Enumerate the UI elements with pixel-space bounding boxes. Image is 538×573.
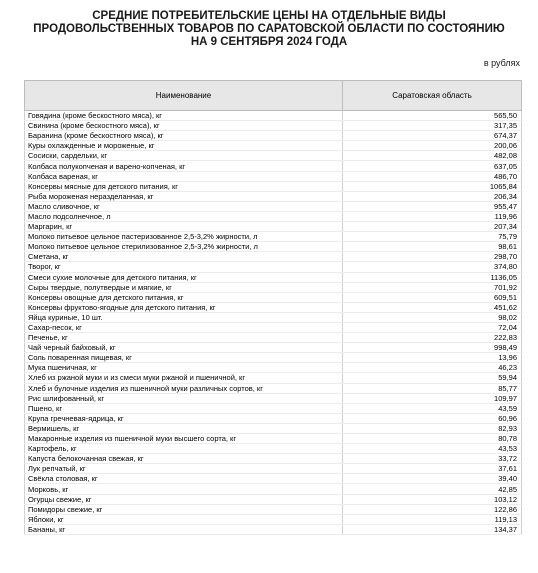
product-price: 80,78 <box>343 434 522 444</box>
product-price: 75,79 <box>343 232 522 242</box>
product-name: Макаронные изделия из пшеничной муки высшего сорта, кг <box>25 434 343 444</box>
table-row <box>25 494 522 504</box>
table-row <box>25 322 522 332</box>
product-price: 374,80 <box>343 262 522 272</box>
product-name: Рис шлифованный, кг <box>25 393 343 403</box>
table-row <box>25 353 522 363</box>
product-name: Баранина (кроме бескостного мяса), кг <box>25 131 343 141</box>
table-row <box>25 423 522 433</box>
product-name: Яйца куриные, 10 шт. <box>25 312 343 322</box>
product-name: Сосиски, сардельки, кг <box>25 151 343 161</box>
product-name: Творог, кг <box>25 262 343 272</box>
product-name: Морковь, кг <box>25 484 343 494</box>
table-row <box>25 141 522 151</box>
table-body <box>25 111 522 535</box>
units-label: в рублях <box>483 58 520 68</box>
product-price: 486,70 <box>343 171 522 181</box>
product-price: 103,12 <box>343 494 522 504</box>
table-row <box>25 444 522 454</box>
table-header-row <box>25 81 522 111</box>
product-price: 134,37 <box>343 524 522 534</box>
product-price: 98,61 <box>343 242 522 252</box>
document-title <box>0 10 538 49</box>
table-row <box>25 434 522 444</box>
header-name: Наименование <box>25 81 343 111</box>
product-price: 317,35 <box>343 121 522 131</box>
product-price: 59,94 <box>343 373 522 383</box>
table-row <box>25 484 522 494</box>
product-price: 43,59 <box>343 403 522 413</box>
prices-table <box>24 80 522 535</box>
table-row <box>25 161 522 171</box>
product-name: Крупа гречневая-ядрица, кг <box>25 413 343 423</box>
product-name: Огурцы свежие, кг <box>25 494 343 504</box>
product-name: Печенье, кг <box>25 333 343 343</box>
product-name: Молоко питьевое цельное пастеризованное 2,5-3,2% жирности, л <box>25 232 343 242</box>
product-price: 42,85 <box>343 484 522 494</box>
table-row <box>25 222 522 232</box>
title-line-2: ПРОДОВОЛЬСТВЕННЫХ ТОВАРОВ ПО САРАТОВСКОЙ ОБЛАСТИ ПО СОСТОЯНИЮ <box>33 23 505 35</box>
product-price: 451,62 <box>343 302 522 312</box>
product-price: 37,61 <box>343 464 522 474</box>
product-price: 298,70 <box>343 252 522 262</box>
table-row <box>25 111 522 121</box>
product-price: 998,49 <box>343 343 522 353</box>
table-row <box>25 211 522 221</box>
product-name: Помидоры свежие, кг <box>25 504 343 514</box>
table-row <box>25 514 522 524</box>
product-name: Мука пшеничная, кг <box>25 363 343 373</box>
table-row <box>25 242 522 252</box>
table-row <box>25 464 522 474</box>
product-price: 60,96 <box>343 413 522 423</box>
product-name: Консервы фруктово-ягодные для детского питания, кг <box>25 302 343 312</box>
product-name: Лук репчатый, кг <box>25 464 343 474</box>
title-line-1: СРЕДНИЕ ПОТРЕБИТЕЛЬСКИЕ ЦЕНЫ НА ОТДЕЛЬНЫЕ ВИДЫ <box>92 10 446 22</box>
product-name: Сыры твердые, полутвердые и мягкие, кг <box>25 282 343 292</box>
table-row <box>25 312 522 322</box>
product-name: Хлеб из ржаной муки и из смеси муки ржаной и пшеничной, кг <box>25 373 343 383</box>
header-region: Саратовская область <box>343 81 522 111</box>
product-price: 609,51 <box>343 292 522 302</box>
table-row <box>25 282 522 292</box>
product-price: 207,34 <box>343 222 522 232</box>
table-row <box>25 181 522 191</box>
table-row <box>25 272 522 282</box>
product-price: 85,77 <box>343 383 522 393</box>
product-price: 119,96 <box>343 211 522 221</box>
table-row <box>25 232 522 242</box>
product-price: 119,13 <box>343 514 522 524</box>
product-name: Чай черный байховый, кг <box>25 343 343 353</box>
table-row <box>25 262 522 272</box>
product-name: Соль поваренная пищевая, кг <box>25 353 343 363</box>
product-price: 955,47 <box>343 201 522 211</box>
table-row <box>25 363 522 373</box>
product-name: Масло подсолнечное, л <box>25 211 343 221</box>
table-row <box>25 454 522 464</box>
product-price: 200,06 <box>343 141 522 151</box>
product-name: Консервы мясные для детского питания, кг <box>25 181 343 191</box>
product-price: 82,93 <box>343 423 522 433</box>
product-price: 701,92 <box>343 282 522 292</box>
product-name: Масло сливочное, кг <box>25 201 343 211</box>
product-name: Колбаса вареная, кг <box>25 171 343 181</box>
product-name: Сметана, кг <box>25 252 343 262</box>
product-price: 1065,84 <box>343 181 522 191</box>
table-row <box>25 292 522 302</box>
product-price: 565,50 <box>343 111 522 121</box>
table-row <box>25 413 522 423</box>
product-price: 122,86 <box>343 504 522 514</box>
product-name: Бананы, кг <box>25 524 343 534</box>
table-row <box>25 252 522 262</box>
product-price: 1136,05 <box>343 272 522 282</box>
product-name: Куры охлажденные и мороженые, кг <box>25 141 343 151</box>
product-price: 43,53 <box>343 444 522 454</box>
table-row <box>25 121 522 131</box>
table-row <box>25 393 522 403</box>
product-price: 72,04 <box>343 322 522 332</box>
product-name: Смеси сухие молочные для детского питания, кг <box>25 272 343 282</box>
table-row <box>25 343 522 353</box>
product-name: Консервы овощные для детского питания, кг <box>25 292 343 302</box>
table-row <box>25 151 522 161</box>
product-name: Пшено, кг <box>25 403 343 413</box>
table-row <box>25 474 522 484</box>
table-row <box>25 171 522 181</box>
table-row <box>25 504 522 514</box>
product-name: Капуста белокочанная свежая, кг <box>25 454 343 464</box>
product-name: Колбаса полукопченая и варено-копченая, кг <box>25 161 343 171</box>
product-price: 637,05 <box>343 161 522 171</box>
product-name: Сахар-песок, кг <box>25 322 343 332</box>
product-name: Вермишель, кг <box>25 423 343 433</box>
product-price: 482,08 <box>343 151 522 161</box>
table-row <box>25 383 522 393</box>
product-name: Картофель, кг <box>25 444 343 454</box>
product-name: Говядина (кроме бескостного мяса), кг <box>25 111 343 121</box>
product-price: 674,37 <box>343 131 522 141</box>
product-price: 206,34 <box>343 191 522 201</box>
table-row <box>25 403 522 413</box>
product-name: Маргарин, кг <box>25 222 343 232</box>
table-row <box>25 302 522 312</box>
product-name: Свинина (кроме бескостного мяса), кг <box>25 121 343 131</box>
title-line-3: НА 9 СЕНТЯБРЯ 2024 ГОДА <box>190 36 348 48</box>
table-row <box>25 333 522 343</box>
table-row <box>25 191 522 201</box>
product-name: Рыба мороженая неразделанная, кг <box>25 191 343 201</box>
product-price: 109,97 <box>343 393 522 403</box>
product-name: Хлеб и булочные изделия из пшеничной муки различных сортов, кг <box>25 383 343 393</box>
product-price: 39,40 <box>343 474 522 484</box>
product-name: Яблоки, кг <box>25 514 343 524</box>
product-name: Молоко питьевое цельное стерилизованное 2,5-3,2% жирности, л <box>25 242 343 252</box>
table-row <box>25 524 522 534</box>
product-name: Свёкла столовая, кг <box>25 474 343 484</box>
product-price: 222,83 <box>343 333 522 343</box>
product-price: 33,72 <box>343 454 522 464</box>
table-row <box>25 373 522 383</box>
table-row <box>25 201 522 211</box>
product-price: 13,96 <box>343 353 522 363</box>
product-price: 98,02 <box>343 312 522 322</box>
table-row <box>25 131 522 141</box>
product-price: 46,23 <box>343 363 522 373</box>
